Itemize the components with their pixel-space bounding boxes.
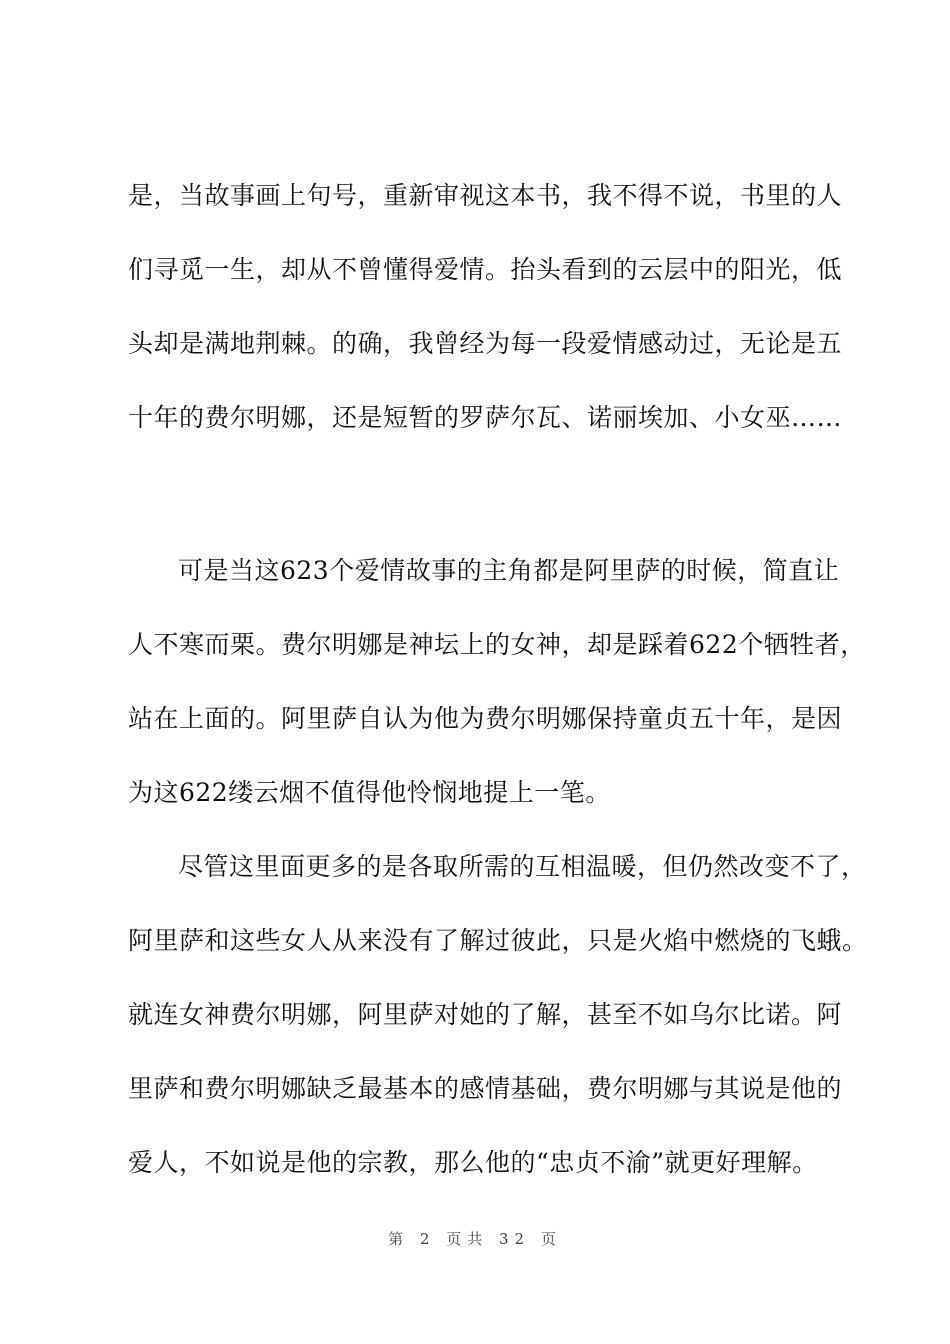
- paragraph-3-line-2: 阿里萨和这些女人从来没有了解过彼此，只是火焰中燃烧的飞蛾。: [128, 926, 868, 955]
- paragraph-3-line-1: 尽管这里面更多的是各取所需的互相温暖，但仍然改变不了，: [178, 852, 867, 881]
- paragraph-2-line-3: 站在上面的。阿里萨自认为他为费尔明娜保持童贞五十年，是因: [128, 704, 843, 733]
- paragraph-2-line-2: 人不寒而栗。费尔明娜是神坛上的女神，却是踩着622个牺牲者，: [128, 630, 866, 659]
- paragraph-2-line-4: 为这622缕云烟不值得他怜悯地提上一笔。: [128, 778, 611, 807]
- paragraph-3-line-4: 里萨和费尔明娜缺乏最基本的感情基础，费尔明娜与其说是他的: [128, 1074, 843, 1103]
- paragraph-2-line-1: 可是当这623个爱情故事的主角都是阿里萨的时候，简直让: [178, 556, 840, 585]
- page-number-footer: 第 2 页共 32 页: [388, 1230, 562, 1248]
- paragraph-3-line-3: 就连女神费尔明娜，阿里萨对她的了解，甚至不如乌尔比诺。阿: [128, 1000, 843, 1029]
- paragraph-3-line-5: 爱人，不如说是他的宗教，那么他的“忠贞不渝”就更好理解。: [128, 1148, 818, 1177]
- paragraph-1-line-1: 是，当故事画上句号，重新审视这本书，我不得不说，书里的人: [128, 181, 843, 210]
- paragraph-1-line-3: 头却是满地荆棘。的确，我曾经为每一段爱情感动过，无论是五: [128, 329, 843, 358]
- paragraph-1-line-4: 十年的费尔明娜，还是短暂的罗萨尔瓦、诺丽埃加、小女巫……: [128, 403, 843, 432]
- paragraph-1-line-2: 们寻觅一生，却从不曾懂得爱情。抬头看到的云层中的阳光，低: [128, 255, 843, 284]
